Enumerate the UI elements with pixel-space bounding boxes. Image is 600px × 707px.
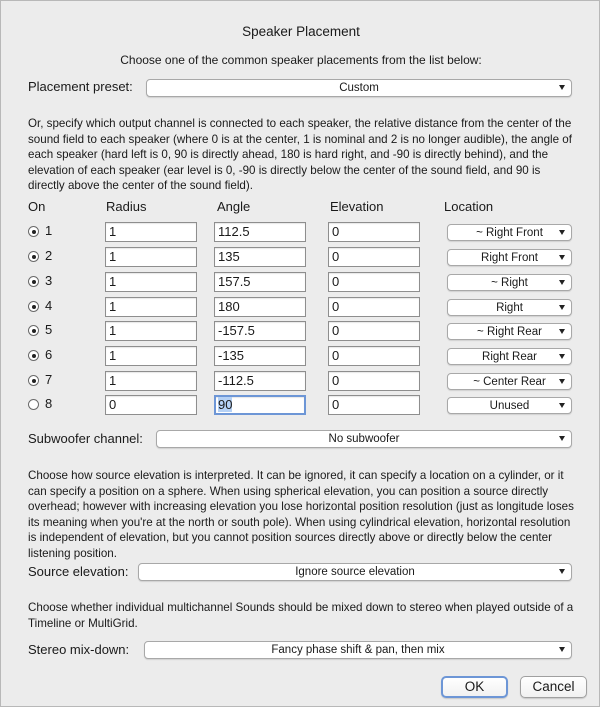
placement-preset-select[interactable]	[146, 79, 572, 97]
column-header-elevation: Elevation	[330, 199, 384, 214]
elevation-field[interactable]: 0	[328, 321, 420, 341]
cancel-button[interactable]: Cancel	[520, 676, 587, 698]
radius-field[interactable]: 1	[105, 247, 197, 267]
placement-preset-value: Custom	[339, 82, 379, 94]
subwoofer-select[interactable]	[156, 430, 572, 448]
speaker-row-1	[1, 222, 600, 244]
mixdown-description: Choose whether individual multichannel Sounds should be mixed down to stereo when played outside of a Timeline or MultiGrid.	[28, 601, 574, 630]
location-select[interactable]	[447, 249, 572, 266]
location-value: ~ Right Rear	[477, 326, 542, 338]
chevron-down-icon	[559, 85, 565, 90]
speaker-number: 4	[45, 298, 53, 313]
elevation-field[interactable]: 0	[328, 222, 420, 242]
radius-field[interactable]: 0	[105, 395, 197, 415]
speaker-number: 8	[45, 396, 53, 411]
speaker-on-radio[interactable]	[28, 301, 39, 312]
speaker-row-7	[1, 371, 600, 393]
location-select[interactable]	[447, 348, 572, 365]
location-value: Right	[496, 302, 523, 314]
chevron-down-icon	[559, 255, 565, 260]
location-value: ~ Right Front	[476, 227, 543, 239]
speaker-row-4	[1, 297, 600, 319]
elevation-field[interactable]: 0	[328, 272, 420, 292]
elevation-field[interactable]: 0	[328, 395, 420, 415]
speaker-on-radio[interactable]	[28, 251, 39, 262]
location-select[interactable]	[447, 397, 572, 414]
location-value: ~ Center Rear	[473, 376, 546, 388]
speaker-on-radio[interactable]	[28, 375, 39, 386]
column-header-radius: Radius	[106, 199, 147, 214]
source-elevation-value: Ignore source elevation	[295, 566, 415, 578]
source-elevation-label: Source elevation:	[28, 564, 129, 579]
angle-field[interactable]: -112.5	[214, 371, 306, 391]
location-value: Right Front	[481, 252, 538, 264]
chevron-down-icon	[559, 354, 565, 359]
chevron-down-icon	[559, 329, 565, 334]
location-select[interactable]	[447, 373, 572, 390]
speaker-on-radio[interactable]	[28, 399, 39, 410]
angle-selected-text: 90	[218, 397, 233, 412]
speaker-on-radio[interactable]	[28, 325, 39, 336]
speaker-on-radio[interactable]	[28, 350, 39, 361]
speaker-number: 1	[45, 223, 53, 238]
radius-field[interactable]: 1	[105, 346, 197, 366]
speaker-description: Or, specify which output channel is connected to each speaker, the relative distance from the center of the sound field to each speaker (where 0 is at the center, 1 is nominal and 2 is no longer audible), the angle of each speaker (hard left is 0, 90 is directly ahead, 180 is hard right, and -90 is directly behind), and the elevation of each speaker (ear level is 0, -90 is directly below the center of the sound field, and 90 is directly above the center of the sound field).	[28, 117, 572, 192]
angle-field[interactable]: -135	[214, 346, 306, 366]
speaker-number: 2	[45, 248, 53, 263]
speaker-row-8	[1, 395, 600, 417]
angle-field[interactable]: 112.5	[214, 222, 306, 242]
chevron-down-icon	[559, 647, 565, 652]
speaker-row-5	[1, 321, 600, 343]
angle-field[interactable]: 135	[214, 247, 306, 267]
chevron-down-icon	[559, 436, 565, 441]
angle-field[interactable]	[214, 395, 306, 415]
location-select[interactable]	[447, 323, 572, 340]
subwoofer-label: Subwoofer channel:	[28, 431, 143, 446]
speaker-row-3	[1, 272, 600, 294]
speaker-number: 7	[45, 372, 53, 387]
angle-field[interactable]: 180	[214, 297, 306, 317]
location-select[interactable]	[447, 274, 572, 291]
chevron-down-icon	[559, 230, 565, 235]
chevron-down-icon	[559, 305, 565, 310]
location-value: Right Rear	[482, 351, 537, 363]
radius-field[interactable]: 1	[105, 371, 197, 391]
speaker-number: 5	[45, 322, 53, 337]
chevron-down-icon	[559, 280, 565, 285]
stereo-mixdown-value: Fancy phase shift & pan, then mix	[271, 644, 445, 656]
angle-field[interactable]: 157.5	[214, 272, 306, 292]
location-value: ~ Right	[491, 277, 528, 289]
column-header-angle: Angle	[217, 199, 251, 214]
location-select[interactable]	[447, 224, 572, 241]
speaker-on-radio[interactable]	[28, 276, 39, 287]
ok-button[interactable]: OK	[441, 676, 508, 698]
location-select[interactable]	[447, 299, 572, 316]
chevron-down-icon	[559, 569, 565, 574]
dialog-subtitle: Choose one of the common speaker placements from the list below:	[120, 53, 482, 67]
chevron-down-icon	[559, 379, 565, 384]
location-value: Unused	[489, 400, 530, 412]
column-header-on: On	[28, 199, 46, 214]
radius-field[interactable]: 1	[105, 321, 197, 341]
speaker-row-2	[1, 247, 600, 269]
radius-field[interactable]: 1	[105, 222, 197, 242]
chevron-down-icon	[559, 403, 565, 408]
column-header-location: Location	[444, 199, 494, 214]
elevation-field[interactable]: 0	[328, 346, 420, 366]
radius-field[interactable]: 1	[105, 272, 197, 292]
radius-field[interactable]: 1	[105, 297, 197, 317]
dialog-title: Speaker Placement	[242, 24, 360, 39]
source-elevation-select[interactable]	[138, 563, 572, 581]
stereo-mixdown-label: Stereo mix-down:	[28, 642, 130, 657]
speaker-number: 6	[45, 347, 53, 362]
subwoofer-value: No subwoofer	[328, 433, 400, 445]
placement-preset-label: Placement preset:	[28, 79, 133, 94]
speaker-number: 3	[45, 273, 53, 288]
elevation-field[interactable]: 0	[328, 247, 420, 267]
speaker-row-6	[1, 346, 600, 368]
elevation-field[interactable]: 0	[328, 297, 420, 317]
stereo-mixdown-select[interactable]	[144, 641, 572, 659]
elevation-field[interactable]: 0	[328, 371, 420, 391]
angle-field[interactable]: -157.5	[214, 321, 306, 341]
elevation-description: Choose how source elevation is interpreted. It can be ignored, it can specify a location on a cylinder, or it can specify a position on a sphere. When using spherical elevation, you can position a source directly overhead; however with increasing elevation you lose horizontal position resolution (just as longitude loses its meaning when you're at the north or south pole). When using cylindrical elevation, horizontal resolution is independent of elevation, but you cannot position sources directly above or directly below the center listening position.	[28, 469, 574, 560]
speaker-on-radio[interactable]	[28, 226, 39, 237]
